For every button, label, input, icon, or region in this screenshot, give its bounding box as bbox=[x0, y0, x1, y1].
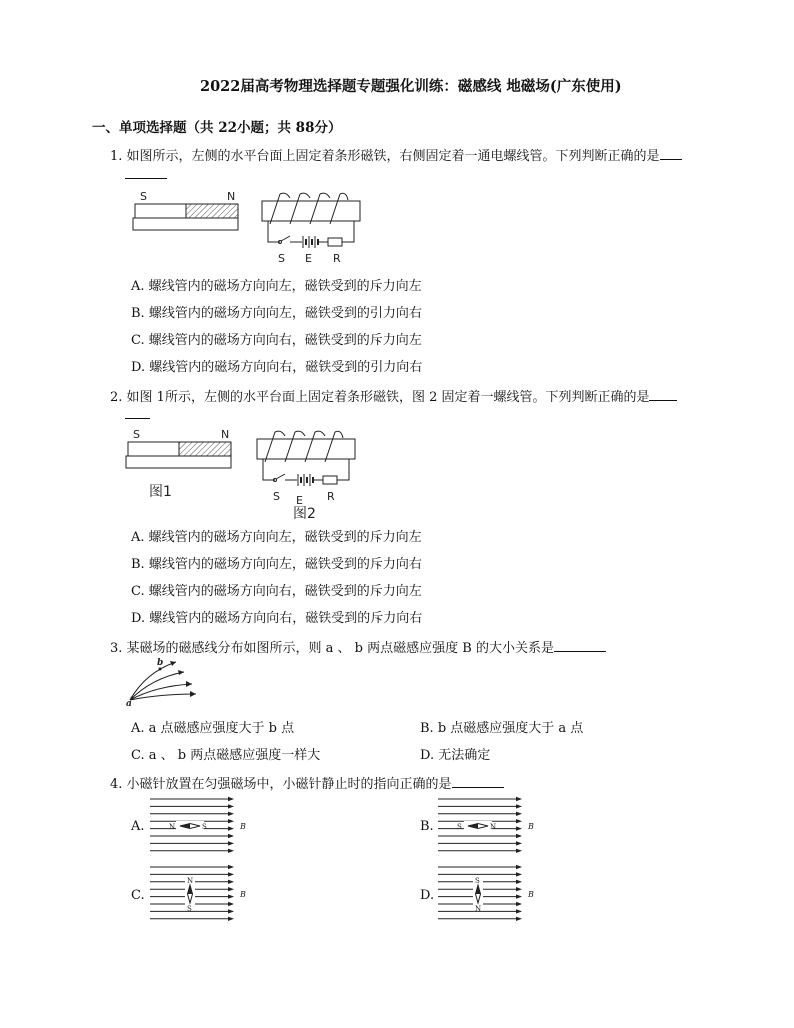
q4-figure-c bbox=[148, 864, 248, 924]
field-arrowhead bbox=[516, 917, 522, 921]
field-arrowhead bbox=[228, 872, 234, 876]
q2-option-a[interactable]: A. 螺线管内的磁场方向向左，磁铁受到的斥力向左 bbox=[131, 530, 422, 545]
q3-option-a[interactable]: A. a 点磁感应强度大于 b 点 bbox=[131, 721, 295, 736]
q2-option-b[interactable]: B. 螺线管内的磁场方向向左，磁铁受到的斥力向右 bbox=[131, 557, 422, 572]
battery-e-label: E bbox=[305, 252, 312, 265]
field-arrowhead bbox=[228, 797, 234, 801]
page-title: 2022届高考物理选择题专题强化训练：磁感线 地磁场(广东使用) bbox=[200, 78, 622, 95]
field-arrowhead bbox=[228, 880, 234, 884]
figure-1-caption: 图1 bbox=[149, 484, 172, 500]
magnet-n-label: N bbox=[227, 190, 236, 203]
answer-blank bbox=[649, 388, 677, 401]
field-arrowhead bbox=[516, 826, 522, 830]
needle-left-label: N bbox=[169, 823, 176, 831]
table-surface bbox=[133, 218, 238, 230]
magnet-s-label: S bbox=[140, 190, 147, 203]
answer-blank-continued bbox=[125, 406, 150, 419]
question-4-text: 4. 小磁针放置在匀强磁场中，小磁针静止时的指向正确的是 bbox=[110, 777, 452, 792]
table-surface bbox=[126, 456, 231, 468]
q4-figure-d bbox=[436, 864, 536, 924]
field-arrowhead bbox=[228, 812, 234, 816]
resistor bbox=[328, 238, 342, 246]
field-arrowhead bbox=[516, 909, 522, 913]
field-arrowhead bbox=[228, 826, 234, 830]
needle-left-label: S bbox=[457, 823, 462, 831]
field-arrowhead bbox=[516, 841, 522, 845]
section-heading: 一、单项选择题（共 22小题；共 88分） bbox=[92, 120, 342, 136]
field-arrowhead bbox=[228, 819, 234, 823]
question-4-stem bbox=[110, 773, 504, 792]
question-1-text: 1. 如图所示，左侧的水平台面上固定着条形磁铁，右侧固定着一通电螺线管。下列判断正确的是 bbox=[110, 149, 660, 164]
q4-option-d[interactable]: D. bbox=[420, 888, 435, 903]
q1-option-b[interactable]: B. 螺线管内的磁场方向向左，磁铁受到的引力向右 bbox=[131, 306, 422, 321]
needle-top-label: S bbox=[475, 877, 480, 885]
figure-2-caption: 图2 bbox=[293, 506, 316, 522]
resistor-r-label: R bbox=[327, 490, 335, 503]
field-arrowhead bbox=[516, 834, 522, 838]
needle-right-label: S bbox=[202, 823, 207, 831]
field-arrowhead bbox=[516, 804, 522, 808]
question-3-field-lines-figure bbox=[126, 656, 206, 709]
resistor-r-label: R bbox=[333, 252, 341, 265]
needle-bottom-label: S bbox=[187, 905, 192, 913]
q1-option-a[interactable]: A. 螺线管内的磁场方向向左，磁铁受到的斥力向左 bbox=[131, 279, 422, 294]
q3-option-c[interactable]: C. a 、 b 两点磁感应强度一样大 bbox=[131, 748, 321, 763]
q4-option-c[interactable]: C. bbox=[131, 888, 145, 903]
q2-option-d[interactable]: D. 螺线管内的磁场方向向右，磁铁受到的斥力向右 bbox=[131, 611, 423, 626]
field-arrowhead bbox=[516, 797, 522, 801]
question-2-stem bbox=[110, 386, 677, 405]
field-b-label: B bbox=[240, 822, 246, 831]
field-b-label: B bbox=[240, 890, 246, 899]
point-b-label: b bbox=[157, 658, 164, 668]
question-1-figure bbox=[130, 186, 370, 266]
question-1-stem bbox=[110, 145, 682, 164]
field-arrowhead bbox=[228, 849, 234, 853]
field-arrowhead bbox=[228, 804, 234, 808]
answer-blank bbox=[660, 147, 682, 160]
needle-bottom-label: N bbox=[475, 905, 482, 913]
point-a-label: a bbox=[126, 699, 132, 709]
answer-blank-continued bbox=[125, 166, 167, 179]
field-b-label: B bbox=[528, 890, 534, 899]
field-arrowhead bbox=[228, 909, 234, 913]
field-arrowhead bbox=[228, 887, 234, 891]
needle-top-label: N bbox=[187, 877, 194, 885]
q3-option-d[interactable]: D. 无法确定 bbox=[420, 748, 491, 763]
q1-option-c[interactable]: C. 螺线管内的磁场方向向右，磁铁受到的斥力向左 bbox=[131, 333, 422, 348]
field-arrowhead bbox=[516, 902, 522, 906]
field-arrowhead bbox=[516, 819, 522, 823]
field-arrowhead bbox=[516, 865, 522, 869]
field-arrowhead bbox=[228, 894, 234, 898]
question-3-text: 3. 某磁场的磁感线分布如图所示，则 a 、 b 两点磁感应强度 B 的大小关系是 bbox=[110, 641, 554, 656]
field-arrowhead bbox=[516, 849, 522, 853]
field-arrowhead bbox=[228, 917, 234, 921]
question-3-stem bbox=[110, 637, 606, 656]
q1-option-d[interactable]: D. 螺线管内的磁场方向向右，磁铁受到的引力向右 bbox=[131, 360, 423, 375]
battery-e-label: E bbox=[296, 494, 303, 507]
resistor bbox=[323, 476, 337, 484]
answer-blank bbox=[452, 775, 504, 788]
field-arrowhead bbox=[516, 887, 522, 891]
answer-blank bbox=[554, 639, 606, 652]
question-2-figure bbox=[125, 424, 365, 524]
field-arrowhead bbox=[516, 894, 522, 898]
field-b-label: B bbox=[528, 822, 534, 831]
switch-s-label: S bbox=[278, 252, 285, 265]
field-arrowhead bbox=[228, 834, 234, 838]
magnet-n-label: N bbox=[221, 428, 230, 441]
q4-figure-a bbox=[148, 796, 248, 856]
switch-s-label: S bbox=[273, 490, 280, 503]
field-arrowhead bbox=[228, 841, 234, 845]
question-2-text: 2. 如图 1所示，左侧的水平台面上固定着条形磁铁，图 2 固定着一螺线管。下列判断正确的是 bbox=[110, 390, 650, 405]
field-arrowhead bbox=[228, 902, 234, 906]
magnet-s-label: S bbox=[133, 428, 140, 441]
q3-option-b[interactable]: B. b 点磁感应强度大于 a 点 bbox=[420, 721, 584, 736]
q4-option-a[interactable]: A. bbox=[131, 819, 145, 834]
q4-figure-b bbox=[436, 796, 536, 856]
field-arrowhead bbox=[516, 872, 522, 876]
field-arrowhead bbox=[516, 880, 522, 884]
field-arrowhead bbox=[228, 865, 234, 869]
q4-option-b[interactable]: B. bbox=[420, 819, 434, 834]
q2-option-c[interactable]: C. 螺线管内的磁场方向向右，磁铁受到的斥力向左 bbox=[131, 584, 422, 599]
needle-right-label: N bbox=[490, 823, 497, 831]
field-arrowhead bbox=[516, 812, 522, 816]
